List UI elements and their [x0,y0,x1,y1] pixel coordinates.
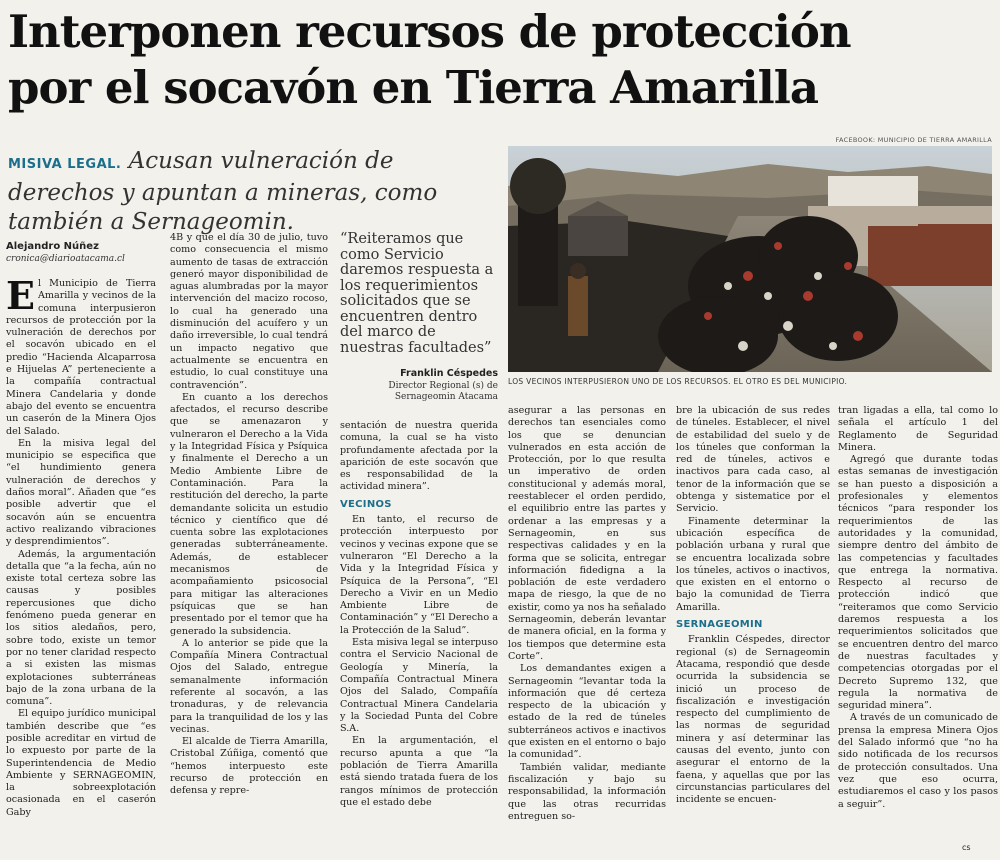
byline [6,241,156,264]
end-mark: cs [962,843,971,852]
author-name: Alejandro Núñez [6,241,99,252]
article-column-5 [676,405,830,860]
headline-line-1: Interponen recursos de protección [8,5,851,58]
paragraph: El equipo jurídico municipal también describe que “es posible acreditar en virtud de lo expuesto por parte de la Superintendencia de Medio Ambiente y SERNAGEOMIN, la sobreexplotación ocasionada en el caserón Gaby [6,708,156,818]
paragraph: tran ligadas a ella, tal como lo señala el artículo 1 del Reglamento de Seguridad Minera. [838,405,998,453]
paragraph: En tanto, el recurso de protección interpuesto por vecinos y vecinas expone que se vulneraron “El Derecho a la Vida y la Integridad Física y Psíquica de la Persona”, “El Derecho a Vivir en un Medio Ambiente Libre de Contaminación” y “El Derecho a la Protección de la Salud”. [340,514,498,636]
pull-quote-text: “Reiteramos que como Servicio daremos respuesta a los requerimientos solicitados que se encuentren dentro del marco de nuestras facultades” [340,231,494,356]
article-column-2 [170,232,328,860]
headline [8,4,998,116]
drop-cap: E [6,278,35,318]
kicker-text: Acusan vulneración de derechos y apuntan a mineras, como también a Sernageomin. [8,148,438,235]
paragraph: Además, la argumentación detalla que “a la fecha, aún no existe total certeza sobre las causas y posibles repercusiones que dicho fenómeno pueda generar en los sitios aledaños, pero, sobre todo, existe un temor por no tener claridad respecto a si existen las mismas explotaciones subterráneas bajo de la zona urbana de la comuna”. [6,548,156,708]
paragraph: Agregó que durante todas estas semanas de investigación se han puesto a disposición a profesionales y elementos técnicos “para responder los requerimientos de las autoridades y la comunidad, siempre dentro del ámbito de las competencias y facultades que entrega la normativa. Respecto al recurso de protección indicó que “reiteramos que como Servicio daremos respuesta a los requerimientos solicitados que se encuentren dentro del marco de nuestras facultades y competencias otorgadas por el Decreto Supremo 132, que regula la normativa de seguridad minera”. [838,454,998,712]
paragraph: bre la ubicación de sus redes de túneles. Establecer, el nivel de estabilidad del suelo y de los túneles que conforman la red de túneles, activos e inactivos para cada caso, al tenor de la información que se obtenga y sistematice por el Servicio. [676,405,830,515]
section-heading-sernageomin: SERNAGEOMIN [676,619,763,631]
paragraph: En la argumentación, el recurso apunta a que “la población de Tierra Amarilla está siendo tratada fuera de los rangos mínimos de protección que el estado debe [340,735,498,808]
headline-line-2: por el socavón en Tierra Amarilla [8,61,819,114]
article-column-1 [6,278,156,860]
article-column-4 [508,405,666,860]
paragraph: 4B y que el día 30 de julio, tuvo como consecuencia el mismo aumento de tasas de extracción generó mayor disponibilidad de aguas alumbradas por la mayor intervención del macizo rocoso, lo cual ha generado una disminución del acuífero y un daño irreversible, lo cual tendrá un impacto negativo que actualmente se encuentra en estudio, lo cual constituye una contravención”. [170,232,328,391]
crowd-march-photo [508,146,992,372]
paragraph: También validar, mediante fiscalización y bajo su responsabilidad, la información que las otras recurridas entreguen so- [508,761,666,822]
pull-quote-role: Director Regional (s) de Sernageomin Atacama [388,381,498,402]
paragraph: asegurar a las personas en derechos tan esenciales como los que se denuncian vulnerados en esta acción de Protección, por lo que resulta un imperativo de orden constitucional y además moral, reestablecer el orden perdido, el equilibrio entre las partes y ordenar a las empresas y a Sernageomin, en sus respectivas calidades y en la forma que se solicita, entregar información fidedigna a la población de este verdadero mapa de riesgo, la que de no existir, como ya nos ha señalado Sernageomin, deberán levantar de manera oficial, en la forma y los tiempos que determine esta Corte”. [508,405,666,662]
paragraph: sentación de nuestra querida comuna, la cual se ha visto profundamente afectada por la aparición de este socavón que es responsabilidad de la actividad minera”. [340,420,498,493]
pull-quote-name: Franklin Céspedes [400,368,498,379]
paragraph: Los demandantes exigen a Sernageomin “levantar toda la información que dé certeza respecto de la ubicación y estado de la red de túneles subterráneos activos e inactivos que existen en el entorno o bajo la comunidad”. [508,663,666,761]
photo-credit: FACEBOOK: MUNICIPIO DE TIERRA AMARILLA [835,136,992,144]
paragraph: En cuanto a los derechos afectados, el recurso describe que se amenazaron y vulneraron el Derecho a la Vida y la Integridad Física y Psíquica y finalmente el Derecho a un Medio Ambiente Libre de Contaminación. Para la restitución del derecho, la parte demandante solicita un estudio técnico y científico que dé cuenta sobre las explotaciones generadas subterráneamente. Además, de establecer mecanismos de acompañamiento psicosocial para mitigar las alteraciones psíquicas que se han presentado por el temor que ha generado la subsidencia. [170,391,328,637]
section-heading-vecinos: VECINOS [340,498,392,510]
paragraph: Esta misiva legal se interpuso contra el Servicio Nacional de Geología y Minería, la Compañía Contractual Minera Ojos del Salado, Compañía Contractual Minera Candelaria y la Sociedad Punta del Cobre S.A. [340,637,498,735]
pull-quote [340,232,498,403]
photo-caption: LOS VECINOS INTERPUSIERON UNO DE LOS RECURSOS. EL OTRO ES DEL MUNICIPIO. [508,377,848,386]
kicker-tag: MISIVA LEGAL. [8,157,122,172]
paragraph: Finamente determinar la ubicación específica de población urbana y rural que se encuentra localizada sobre los túneles, activos o inactivos, que existen en el entorno o bajo la comunidad de Tierra Amarilla. [676,515,830,613]
paragraph: A través de un comunicado de prensa la empresa Minera Ojos del Salado informó que “no ha sido notificada de los recursos de protección consultados. Una vez que eso ocurra, estudiaremos el caso y los pasos a seguir”. [838,712,998,810]
kicker [8,147,498,237]
paragraph: El Municipio de Tierra Amarilla y vecinos de la comuna interpusieron recursos de protección por la vulneración de derechos por el socavón ubicado en el predio “Hacienda Alcaparrosa e Hijuelas A” perteneciente a la compañía contractual Minera Candelaria y donde abajo del evento se encuentra un caserón de la Minera Ojos del Salado. [6,278,156,437]
paragraph: A lo anterior se pide que la Compañía Minera Contractual Ojos del Salado, entregue semanalmente información referente al socavón, a las tronaduras, y de relevancia para la tranquilidad de los y las vecinas. [170,637,328,735]
news-photo [508,146,992,372]
article-column-6 [838,405,998,860]
paragraph: En la misiva legal del municipio se especifica que “el hundimiento genera vulneración de derechos y daños moral”. Añaden que “es posible advertir que el socavón aún se encuentra activo realizando vibraciones y desprendimientos”. [6,437,156,548]
author-email: cronica@diarioatacama.cl [6,254,125,264]
paragraph: Franklin Céspedes, director regional (s) de Sernageomin Atacama, respondió que desde ocurrida la subsidencia se inició un proceso de fiscalización e investigación respecto del cumplimiento de las normas de seguridad minera y así determinar las causas del evento, junto con asegurar el entorno de la faena, y aquellas que por las circunstancias particulares del incidente se encuen- [676,634,830,806]
paragraph: El alcalde de Tierra Amarilla, Cristobal Zúñiga, comentó que “hemos interpuesto este recurso de protección en defensa y repre- [170,736,328,797]
article-column-3 [340,420,498,860]
